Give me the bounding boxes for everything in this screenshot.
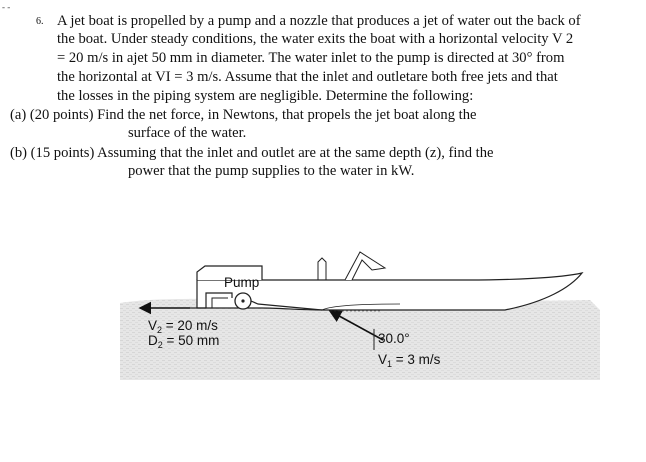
inlet-velocity-label: $V_1 = 3$ m/s: [378, 352, 441, 369]
page-corner-marks: - -: [2, 2, 11, 12]
problem-line-4: the horizontal at VI = 3 m/s. Assume that the inlet and outletare both free jets and that: [57, 69, 558, 85]
problem-line-3: = 20 m/s in ajet 50 mm in diameter. The water inlet to the pump is directed at 30° from: [57, 50, 565, 66]
problem-line-2: the boat. Under steady conditions, the water exits the boat with a horizontal velocity V 2: [57, 31, 574, 47]
part-b-line-1: (b) (15 points) Assuming that the inlet and outlet are at the same depth (z), find the: [10, 145, 494, 161]
jet-boat-figure: [0, 240, 646, 462]
inlet-angle-label: 30.0°: [378, 331, 410, 346]
problem-line-1: A jet boat is propelled by a pump and a nozzle that produces a jet of water out the back of: [57, 13, 581, 29]
problem-line-5: the losses in the piping system are negligible. Determine the following:: [57, 88, 474, 104]
part-b-line-2: power that the pump supplies to the water in kW.: [128, 163, 415, 179]
part-a-line-1: (a) (20 points) Find the net force, in Newtons, that propels the jet boat along the: [10, 107, 477, 123]
part-a-line-2: surface of the water.: [128, 125, 247, 141]
question-number: 6.: [36, 16, 44, 27]
boat-windshield: [345, 252, 385, 280]
outlet-diameter-label: $D_2 = 50$ mm: [148, 333, 220, 350]
pump-label: Pump: [224, 275, 260, 290]
outlet-velocity-label: $V_2 = 20$ m/s: [148, 318, 218, 335]
